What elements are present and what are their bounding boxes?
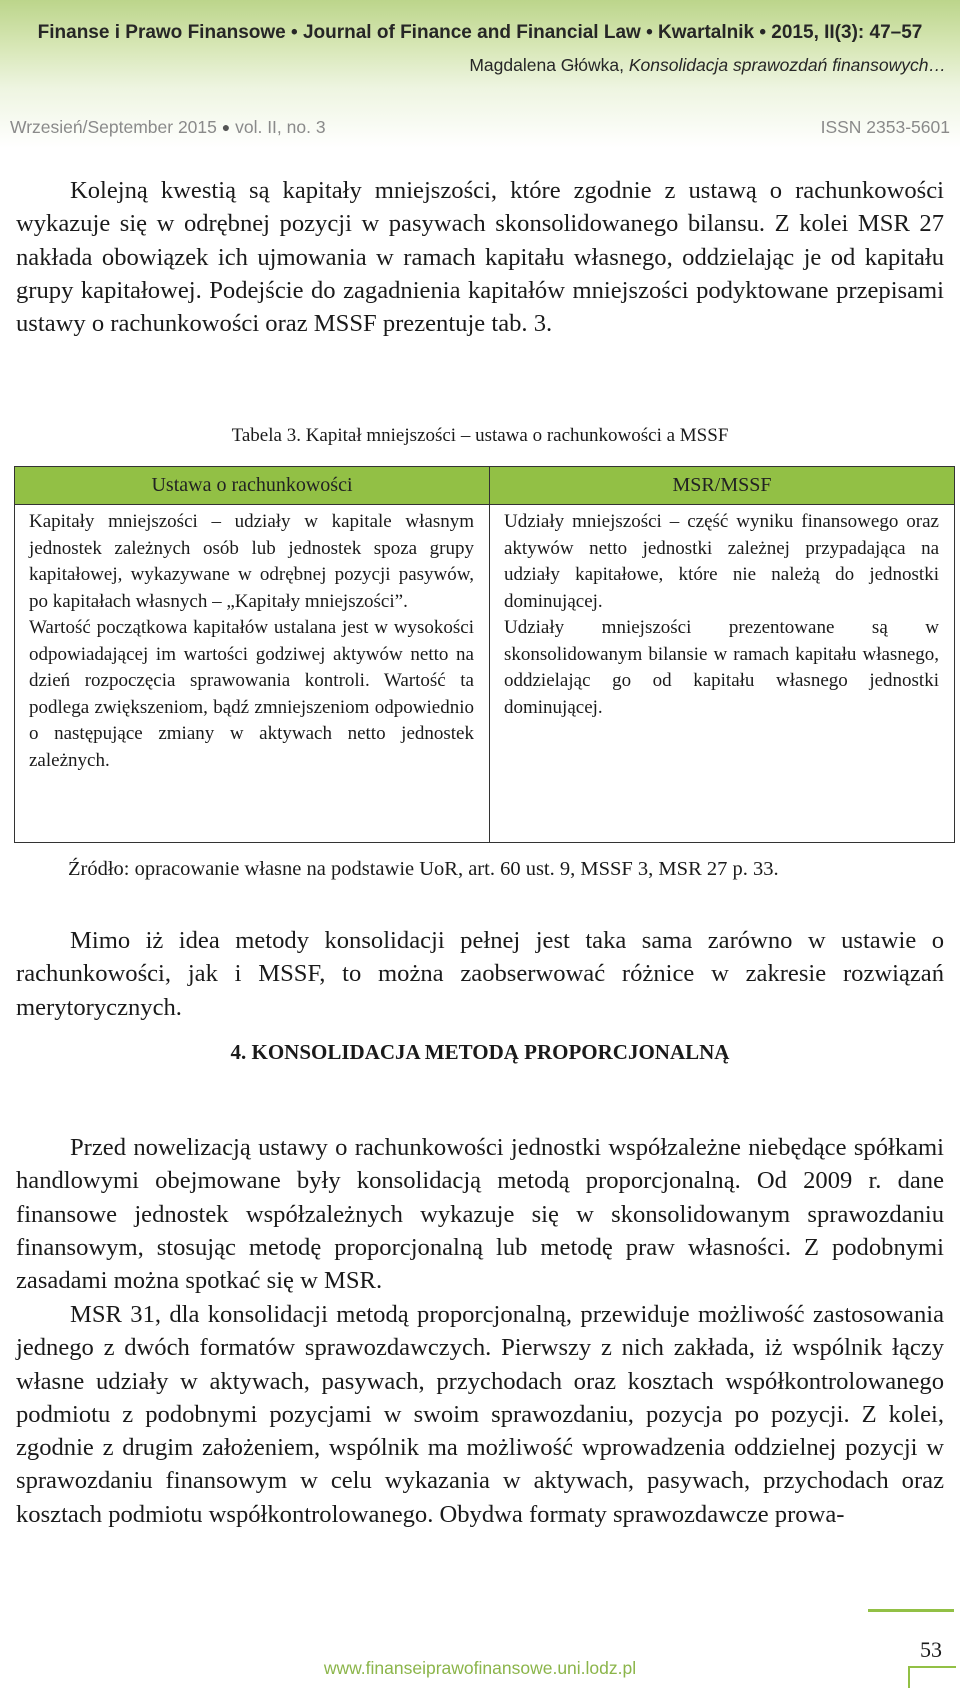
paragraph-2-text: Mimo iż idea metody konsolidacji pełnej jest taka sama zarówno w ustawie o rachunkowości, jak i MSSF, to można zaobserwować różnice w zakresie rozwiązań merytorycznych. bbox=[16, 927, 944, 1021]
table-cell-mssf bbox=[490, 505, 955, 843]
cell-paragraph: Wartość początkowa kapitałów ustalana jest w wysokości odpowiadającej im wartości godziwej aktywów netto na dzień rozpoczęcia sprawowania kontroli. Wartość ta podlega zwiększeniom, bądź zmniejszeniom odpowiednio o następujące zmiany w aktywach netto jednostek zależnych. bbox=[29, 617, 474, 771]
paragraph-1-text: Kolejną kwestią są kapitały mniejszości, które zgodnie z ustawą o rachunkowości wykazuje się w odrębnej pozycji w pasywach skonsolidowanego bilansu. Z kolei MSR 27 nakłada obowiązek ich ujmowania w ramach kapitału własnego, oddzielając je od kapitału grupy kapitałowej. Podejście do zagadnienia kapitałów mniejszości podyktowane przepisami ustawy o rachunkowości oraz MSSF prezentuje tab. 3. bbox=[16, 177, 944, 338]
table-cell-uor bbox=[15, 505, 490, 843]
paragraph-4 bbox=[16, 1298, 944, 1531]
table-header-mssf: MSR/MSSF bbox=[490, 467, 955, 505]
bullet-separator: ● bbox=[221, 119, 231, 135]
cell-paragraph: Kapitały mniejszości – udziały w kapitale własnym jednostek zależnych osób lub jednostek spoza grupy kapitałowej, wykazywane w odrębnej pozycji pasywów, po kapitałach własnych – „Kapitały mniejszości”. bbox=[29, 511, 474, 612]
section-heading: 4. KONSOLIDACJA METODĄ PROPORCJONALNĄ bbox=[230, 1040, 730, 1064]
paragraph-2 bbox=[16, 924, 944, 1024]
journal-title: Finanse i Prawo Finansowe • Journal of Finance and Financial Law • Kwartalnik • 2015, II(3): 47–57 bbox=[37, 22, 923, 43]
table-source: Źródło: opracowanie własne na podstawie UoR, art. 60 ust. 9, MSSF 3, MSR 27 p. 33. bbox=[68, 858, 779, 880]
paragraph-1 bbox=[16, 174, 944, 340]
table-row bbox=[15, 505, 955, 843]
running-head-author bbox=[469, 55, 946, 76]
paragraph-3-text: Przed nowelizacją ustawy o rachunkowości jednostki współzależne niebędące spółkami handlowymi obejmowane były konsolidacją metodą proporcjonalną. Od 2009 r. dane finansowe jednostek współzależnych wykazuje się w skonsolidowanym sprawozdaniu finansowym, stosując metodę proporcjonalną lub metodę praw własności. Z podobnymi zasadami można spotkać się w MSR. bbox=[16, 1134, 944, 1295]
article-title: Konsolidacja sprawozdań finansowych… bbox=[628, 55, 946, 75]
cell-paragraph: Udziały mniejszości – część wyniku finansowego oraz aktywów netto jednostki zależnej przypadająca na udziały kapitałowe, które nie należą do jednostki dominującej. bbox=[504, 511, 939, 612]
cell-paragraph: Udziały mniejszości prezentowane są w skonsolidowanym bilansie w ramach kapitału własnego, oddzielając go od kapitału własnego jednostki dominującej. bbox=[504, 617, 939, 718]
comparison-table bbox=[14, 466, 955, 843]
footer-rule bbox=[868, 1609, 954, 1612]
table-caption: Tabela 3. Kapitał mniejszości – ustawa o rachunkowości a MSSF bbox=[231, 425, 729, 446]
footer-url[interactable]: www.finanseiprawofinansowe.uni.lodz.pl bbox=[323, 1658, 637, 1678]
paragraph-4-text: MSR 31, dla konsolidacji metodą proporcjonalną, przewiduje możliwość zastosowania jednego z dwóch formatów sprawozdawczych. Pierwszy z nich zakłada, iż wspólnik łączy własne udziały w aktywach, pasywach, przychodach oraz kosztach współkontrolowanego podmiotu z podobnymi pozycjami w swoim sprawozdaniu, pozycja po pozycji. Z kolei, zgodnie z drugim założeniem, wspólnik ma możliwość wprowadzenia oddzielnej pozycji w sprawozdaniu finansowym w celu wykazania w aktywach, pasywach, przychodach oraz kosztach podmiotu współkontrolowanego. Obydwa formaty sprawozdawcze prowa- bbox=[16, 1301, 944, 1528]
issue-volume: vol. II, no. 3 bbox=[235, 117, 326, 137]
issue-month: Wrzesień/September 2015 bbox=[10, 117, 217, 137]
issn: ISSN 2353-5601 bbox=[820, 117, 950, 137]
footer-corner-ornament bbox=[908, 1666, 956, 1688]
table-header-uor: Ustawa o rachunkowości bbox=[15, 467, 490, 505]
paragraph-3 bbox=[16, 1131, 944, 1297]
issue-date bbox=[10, 117, 326, 138]
author-name: Magdalena Główka, bbox=[469, 55, 629, 75]
page-number: 53 bbox=[920, 1637, 942, 1662]
